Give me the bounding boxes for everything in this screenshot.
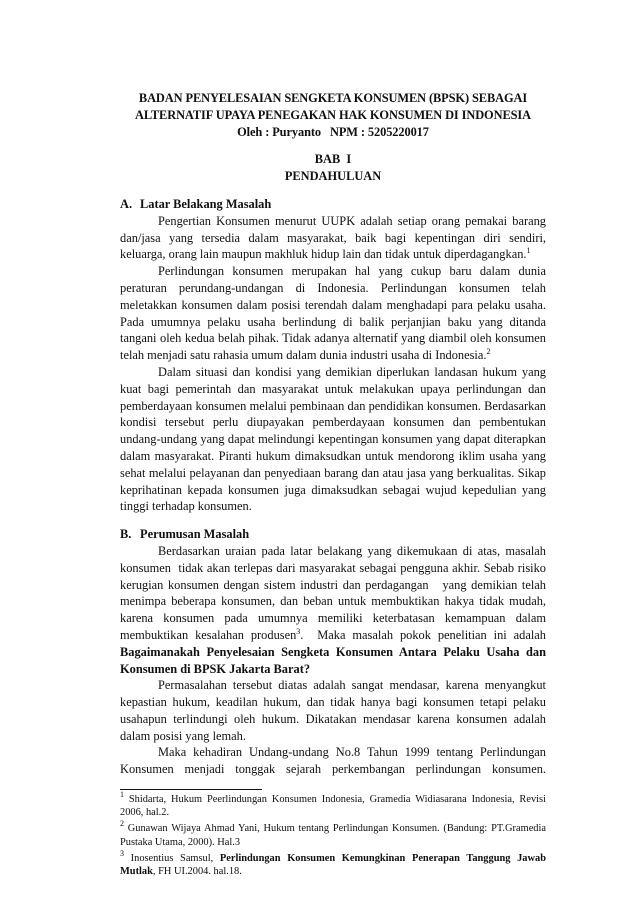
footnote-number: 1 [120,790,124,800]
footnote-number: 3 [120,848,124,858]
chapter-heading [120,151,546,185]
footnote-text: Inosentius Samsul, [124,852,220,864]
footnote-1 [120,790,546,819]
section-a-heading [120,196,546,213]
footnote-ref-1: 1 [526,246,531,256]
paragraph-text: . Maka masalah pokok penelitian ini adalah [300,627,550,642]
section-b-number: B. [120,527,132,542]
footnote-text: Shidarta, Hukum Peerlindungan Konsumen Indonesia, Gramedia Widiasarana Indonesia, Revisi 2006, hal.2. [120,794,546,819]
chapter-number: BAB I [314,152,352,167]
footnote-number: 2 [120,819,124,829]
section-a-paragraph-1 [120,213,546,263]
section-b-title: Perumusan Masalah [140,527,250,542]
section-a-title: Latar Belakang Masalah [140,196,272,211]
section-b-heading [120,526,546,543]
footnote-book-title: Perlindungan Konsumen Kemungkinan Penerapan Tanggung Jawab Mutlak [120,852,546,878]
footnote-2 [120,819,546,848]
section-a-number: A. [120,196,133,211]
footnote-3 [120,848,546,878]
section-b-paragraph-2: Permasalahan tersebut diatas adalah sangat mendasar, karena menyangkut kepastian hukum, keadilan hukum, dan tidak hanya bagi konsumen tetapi pelaku usahapun terlindungi oleh hukum. Dikatakan mendasar karena konsumen adalah dalam posisi yang lemah. [120,678,546,743]
footnote-ref-2: 2 [486,347,491,357]
section-b-paragraph-1 [120,543,550,677]
footnote-text: Gunawan Wijaya Ahmad Yani, Hukum tentang Perlindungan Konsumen. (Bandung: PT.Gramedia Pustaka Utama, 2000). Hal.3 [120,823,546,848]
title-line-2: ALTERNATIF UPAYA PENEGAKAN HAK KONSUMEN DI INDONESIA [135,107,531,122]
section-a-paragraph-2 [120,263,546,364]
paragraph-text: Pengertian Konsumen menurut UUPK adalah setiap orang pemakai barang dan/jasa yang tersedia dalam masyarakat, baik bagi kepentingan diri sendiri, keluarga, orang lain maupun makhluk hidup lain dan tidak untuk diperdagangkan. [120,213,546,262]
section-a-paragraph-3: Dalam situasi dan kondisi yang demikian diperlukan landasan hukum yang kuat bagi pemerintah dan masyarakat untuk melakukan upaya perlindungan dan pemberdayaan konsumen melalui pembinaan dan pendidikan konsumen. Berdasarkan kondisi tersebut perlu diupayakan pemberdayaan konsumen dan pembentukan undang-undang yang dapat melindungi kepentingan konsumen yang dapat diterapkan dalam masyarakat. Piranti hukum dimaksudkan untuk mendorong iklim usaha yang sehat melalui pelayanan dan penyediaan barang dan atau jasa yang berkualitas. Sikap keprihatinan kepada konsumen juga dimaksudkan sebagai wujud kepedulian yang tinggi terhadap konsumen. [120,364,546,514]
paragraph-text: Berdasarkan uraian pada latar belakang yang dikemukaan di atas, masalah konsumen tidak akan terlepas dari masyarakat sebagai pengguna akhir. Sebab risiko kerugian konsumen dengan sistem industri dan perdagangan yang demikian telah menimpa beberapa konsumen, dan beban untuk membuktikan hakya tidak mudah, karena konsumen pada umumnya memiliki keterbatasan kemampuan dalam membuktikan kesalahan produsen [120,543,550,642]
footnote-divider [120,789,262,790]
title-line-1: BADAN PENYELESAIAN SENGKETA KONSUMEN (BPSK) SEBAGAI [138,91,528,105]
footnote-text: , FH UI.2004. hal.18. [152,866,242,878]
section-b-paragraph-3: Maka kehadiran Undang-undang No.8 Tahun 1999 tentang Perlindungan Konsumen menjadi tonggak sejarah perkembangan perlindungan konsumen. [120,745,546,777]
author-line: Oleh : Puryanto NPM : 5205220017 [237,124,429,139]
research-question: Bagaimanakah Penyelesaian Sengketa Konsumen Antara Pelaku Usaha dan Konsumen di BPSK Jakarta Barat? [120,644,546,676]
document-page [120,90,550,878]
document-title [120,90,546,140]
footnote-ref-3: 3 [296,626,301,636]
paragraph-text: Perlindungan konsumen merupakan hal yang cukup baru dalam dunia peraturan perundang-undangan di Indonesia. Perlindungan konsumen telah meletakkan konsumen dalam posisi terendah dalam menghadapi para pelaku usaha. Pada umumnya pelaku usaha berlindung di balik perjanjian baku yang ditanda tangani oleh kedua belah pihak. Tidak adanya alternatif yang diambil oleh konsumen telah menjadi satu rahasia umum dalam dunia industri usaha di Indonesia. [120,264,546,363]
chapter-title: PENDAHULUAN [284,169,382,184]
